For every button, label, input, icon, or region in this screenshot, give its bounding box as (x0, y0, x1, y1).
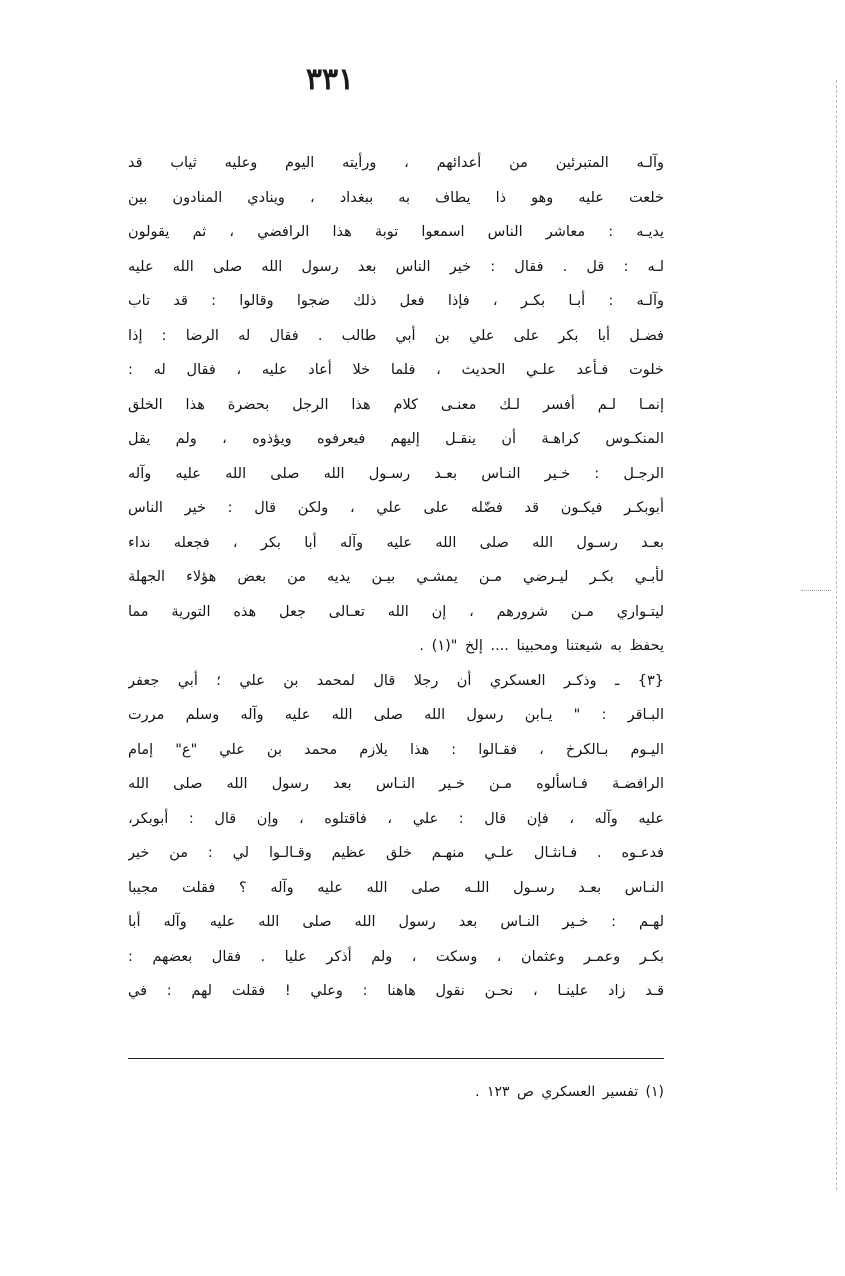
text-line: أبوبكـر فيكـون قد فضّله على علي ، ولكن قال : خير الناس (128, 500, 664, 516)
text-line: فدعـوه . فـانثـال علـي منهـم خلق عظيم وقـالـوا لي : من خير (128, 845, 664, 861)
text-line: قـد زاد علينـا ، نحـن نقول هاهنا : وعلي ! فقلت لهم : في (128, 983, 664, 999)
text-line: البـاقر : " يـابن رسول الله صلى الله عليه وآله وسلم مررت (128, 707, 664, 723)
text-line: خلعت عليه وهو ذا يطاف به ببغداد ، وينادي المنادون بين (128, 189, 664, 206)
text-line: لـه : قل . فقال : خير الناس بعد رسول الله صلى الله عليه (128, 258, 664, 275)
footnote-divider (128, 1058, 664, 1059)
scan-edge-artifact (836, 80, 837, 1190)
text-line: عليه وآله ، فإن قال : علي ، فاقتلوه ، وإن قال : أبوبكر، (128, 810, 664, 827)
text-line: الرافضـة فـاسألوه مـن خـير النـاس بعد رسول الله صلى الله (128, 776, 664, 792)
text-line: وآلـه المتبرئين من أعدائهم ، ورأيته اليوم وعليه ثياب قد (128, 155, 664, 171)
text-line: بكـر وعمـر وعثمان ، وسكت ، ولم أذكر عليا . فقال بعضهم : (128, 948, 664, 965)
body-text (128, 146, 664, 1009)
footnote: (١) تفسير العسكري ص ١٢٣ . (475, 1084, 664, 1100)
text-line: لهـم : خـير النـاس بعد رسول الله صلى الله عليه وآله أبا (128, 914, 664, 930)
text-line: بعـد رسـول الله صلى الله عليه وآله أبا بكر ، فجعله نداء (128, 534, 664, 551)
text-line: {٣} ـ وذكـر العسكري أن رجلا قال لمحمد بن علي ؛ أبي جعفر (128, 672, 664, 689)
text-line: إنمـا لـم أفسر لـك معنـى كلام هذا الرجل بحضرة هذا الخلق (128, 396, 664, 413)
text-line: يحفظ به شيعتنا ومحبينا .... إلخ "(١) . (419, 638, 664, 654)
page-number: ٣٣١ (305, 62, 355, 97)
text-line: لأبـي بكـر ليـرضي مـن يمشـي بيـن يديه من بعض هؤلاء الجهلة (128, 569, 664, 585)
text-line: الرجـل : خـير النـاس بعـد رسـول الله صلى الله عليه وآله (128, 465, 664, 482)
scan-mark-artifact (801, 590, 831, 611)
text-line: خلوت فـأعد علـي الحديث ، فلما خلا أعاد عليه ، فقال له : (128, 362, 664, 378)
text-line: النـاس بعـد رسـول اللـه صلى الله عليه وآله ؟ فقلت مجيبا (128, 879, 664, 896)
text-line: ليتـواري مـن شرورهم ، إن الله تعـالى جعل هذه التورية مما (128, 603, 664, 620)
text-line: فضـل أبا بكر على علي بن أبي طالب . فقال له الرضا : إذا (128, 327, 664, 344)
text-line: وآلـه : أبـا بكـر ، فإذا فعل ذلك ضجوا وقالوا : قد تاب (128, 293, 664, 309)
text-line: اليـوم بـالكرخ ، فقـالوا : هذا يلازم محمد بن علي "ع" إمام (128, 741, 664, 758)
text-line: المنكـوس كراهـة أن ينقـل إليهم فيعرفوه ويؤذوه ، ولم يقل (128, 431, 664, 447)
text-line: يديـه : معاشر الناس اسمعوا توبة هذا الرافضي ، ثم يقولون (128, 224, 664, 240)
